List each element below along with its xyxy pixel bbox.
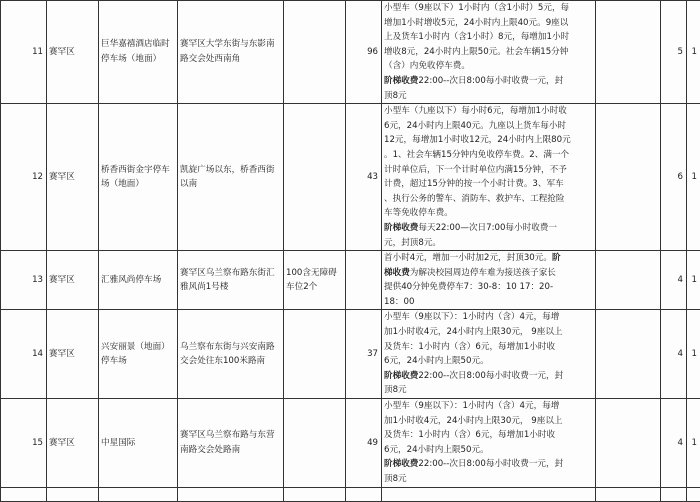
- fee-rule-line: 、执行公务的警车、消防车、救护车、工程抢险: [384, 192, 594, 207]
- extra-count-cell: 4: [661, 310, 687, 399]
- fee-rule-line: 顶8元: [384, 383, 594, 398]
- fee-rule-line: 顶8元: [384, 89, 594, 104]
- parking-name-cell: 桥香西街金宇停车场（地面）: [99, 104, 178, 251]
- row-index-cell: 12: [1, 104, 47, 251]
- fee-rule-line: 梯收费为解决校园周边停车难为接送孩子家长: [384, 266, 594, 281]
- fee-rule-line: 及货车：1小时内（含）6元，每增加1小时收: [384, 340, 594, 355]
- space-count-cell: 96: [346, 1, 382, 104]
- extra-count-cell: 4: [661, 399, 687, 488]
- district-cell: 赛罕区: [47, 310, 99, 399]
- empty-cell: [178, 487, 284, 501]
- fee-rule-line: 增加1小时增收5元，24小时内上限40元。9座以: [384, 16, 594, 31]
- location-cell: 赛罕区大学东街与东影南路交会处西南角: [178, 1, 284, 104]
- empty-cell: [687, 487, 700, 501]
- fee-rule-line: 计费，超过15分钟的按一个小时计费。3、军车: [384, 177, 594, 192]
- fee-rule-line: 。1、社会车辆15分钟内免收停车费。2、满一个: [384, 148, 594, 163]
- accessible-spaces-cell: [284, 104, 346, 251]
- row-index-cell: 15: [1, 399, 47, 488]
- flag-cell: 1: [687, 310, 700, 399]
- fee-rule-line: 车等免收停车费。: [384, 206, 594, 221]
- location-cell: 赛罕区乌兰察布路东街汇雅风尚1号楼: [178, 251, 284, 310]
- fee-rule-line: 18：00: [384, 295, 594, 310]
- empty-cell: [596, 104, 661, 251]
- flag-cell: 1: [687, 399, 700, 488]
- flag-cell: 1: [687, 1, 700, 104]
- empty-cell: [99, 487, 178, 501]
- parking-name-cell: 巨华嘉禧酒店临时停车场（地面）: [99, 1, 178, 104]
- fee-rules-cell: [382, 104, 596, 251]
- district-cell: 赛罕区: [47, 399, 99, 488]
- district-cell: 赛罕区: [47, 1, 99, 104]
- fee-rules-cell: [382, 399, 596, 488]
- empty-cell: [382, 487, 596, 501]
- extra-count-cell: 4: [661, 251, 687, 310]
- table-row: [1, 1, 700, 104]
- accessible-spaces-cell: [284, 1, 346, 104]
- accessible-spaces-cell: [284, 310, 346, 399]
- fee-rule-line: 上及货车1小时内（含1小时）8元，每增加1小时: [384, 30, 594, 45]
- empty-cell: [596, 487, 661, 501]
- fee-rule-line: 12元，每增加1小时收12元，24小时内上限80元: [384, 133, 594, 148]
- fee-rule-line: 元，封顶8元。: [384, 236, 594, 251]
- fee-rules-cell: [382, 251, 596, 310]
- empty-cell: [596, 310, 661, 399]
- location-cell: 乌兰察布东街与兴安南路交会处往东100米路南: [178, 310, 284, 399]
- parking-name-cell: 兴安丽景（地面）停车场: [99, 310, 178, 399]
- fee-rule-line: 阶梯收费22:00--次日8:00每小时收费一元，封: [384, 369, 594, 384]
- empty-cell: [661, 487, 687, 501]
- fee-rule-line: 阶梯收费每天22:00—次日7:00每小时收费一: [384, 221, 594, 236]
- accessible-spaces-cell: [284, 399, 346, 488]
- table-row: [1, 310, 700, 399]
- fee-rules-cell: [382, 310, 596, 399]
- fee-rule-line: 首小时4元，增加一小时加2元，封顶30元。阶: [384, 251, 594, 266]
- empty-cell: [1, 487, 47, 501]
- fee-rule-line: 小型车（九座以下）每小时6元，每增加1小时收: [384, 104, 594, 119]
- fee-rule-line: 顶8元: [384, 472, 594, 487]
- empty-cell: [596, 1, 661, 104]
- fee-rule-line: 及货车：1小时内（含）6元，每增加1小时收: [384, 428, 594, 443]
- table-row: [1, 251, 700, 310]
- flag-cell: 1: [687, 104, 700, 251]
- district-cell: 赛罕区: [47, 251, 99, 310]
- fee-rule-line: （含）内免收停车费。: [384, 59, 594, 74]
- empty-cell: [284, 487, 346, 501]
- fee-rule-line: 小型车（9座以下）1小时内（含1小时）5元，每: [384, 1, 594, 16]
- fee-rule-line: 6元，24小时内上限40元。九座以上货车每小时: [384, 119, 594, 134]
- fee-rule-line: 增收8元，24小时内上限50元。社会车辆15分钟: [384, 45, 594, 60]
- row-index-cell: 11: [1, 1, 47, 104]
- table-row-partial: [1, 487, 700, 501]
- parking-name-cell: 汇雅风尚停车场: [99, 251, 178, 310]
- empty-cell: [346, 487, 382, 501]
- flag-cell: 1: [687, 251, 700, 310]
- space-count-cell: 37: [346, 310, 382, 399]
- space-count-cell: [346, 251, 382, 310]
- fee-rule-line: 加1小时收4元，24小时内上限30元， 9座以上: [384, 325, 594, 340]
- fee-rule-line: 6元，24小时内上限50元。: [384, 354, 594, 369]
- empty-cell: [596, 399, 661, 488]
- space-count-cell: 43: [346, 104, 382, 251]
- location-cell: 凯旋广场以东，桥香西街以南: [178, 104, 284, 251]
- extra-count-cell: 5: [661, 1, 687, 104]
- space-count-cell: 49: [346, 399, 382, 488]
- empty-cell: [596, 251, 661, 310]
- fee-rule-line: 阶梯收费22:00--次日8:00每小时收费一元，封: [384, 74, 594, 89]
- fee-rule-line: 提供40分钟免费停车7：30-8：10 17：20-: [384, 280, 594, 295]
- fee-rule-line: 小型车（9座以下）：1小时内（含）4元，每增: [384, 310, 594, 325]
- row-index-cell: 13: [1, 251, 47, 310]
- empty-cell: [47, 487, 99, 501]
- accessible-spaces-cell: 100含无障碍车位2个: [284, 251, 346, 310]
- fee-rule-line: 小型车（9座以下）：1小时内（含）4元，每增: [384, 399, 594, 414]
- fee-rule-line: 计时单位后，下一个计时单位内满15分钟，不予: [384, 163, 594, 178]
- location-cell: 赛罕区乌兰察布路与东营南路交会处路南: [178, 399, 284, 488]
- fee-rule-line: 阶梯收费22:00--次日8:00每小时收费一元，封: [384, 457, 594, 472]
- table-body: [1, 1, 700, 488]
- table-row: [1, 399, 700, 488]
- district-cell: 赛罕区: [47, 104, 99, 251]
- fee-rule-line: 加1小时收4元，24小时内上限30元， 9座以上: [384, 414, 594, 429]
- parking-name-cell: 中星国际: [99, 399, 178, 488]
- table-row: [1, 104, 700, 251]
- fee-rule-line: 6元，24小时内上限50元。: [384, 443, 594, 458]
- fee-rules-cell: [382, 1, 596, 104]
- row-index-cell: 14: [1, 310, 47, 399]
- extra-count-cell: 6: [661, 104, 687, 251]
